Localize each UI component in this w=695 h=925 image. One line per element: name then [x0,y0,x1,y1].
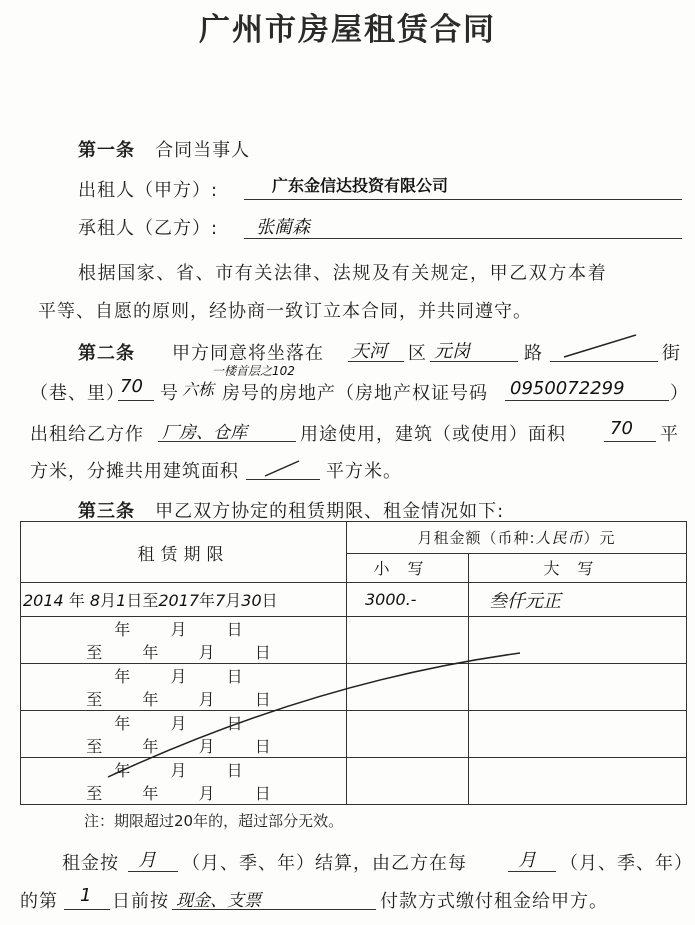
table-row [21,583,687,617]
blank-year-2: 年 [142,643,169,662]
article-3-line [78,497,504,523]
blank-day: 日 [254,643,281,662]
blank-year: 年 [114,761,141,780]
article-2-text-2a: （巷、里） [30,383,125,404]
lessor-label: 出租人（甲方）: [78,180,219,201]
building-value: 六栋 [182,380,215,399]
blank-to: 日至 [86,761,253,803]
tail-text-5: 日前按 [112,891,169,912]
currency-value: 人民币 [535,528,584,547]
blank-to: 日至 [86,620,253,662]
article-1-heading: 第一条 [78,140,135,161]
road-suffix: 路 [524,343,543,364]
label-year: 年 [68,591,85,610]
settle-unit-value: 月 [138,850,156,871]
period-header: 租赁期限 [21,522,347,583]
start-month: 8 [89,591,101,610]
start-year: 2014 [23,591,64,610]
article-2-text-4b: 平方米。 [326,461,402,482]
rent-header [347,522,687,554]
article-2-text-1: 甲方同意将坐落在 [172,343,324,364]
contract-title: 广州市房屋租赁合同 [199,12,496,48]
rent-header-text-a: 月租金额（币种: [417,528,536,547]
label-month: 月 [100,591,117,610]
blank-month: 月 [170,714,197,733]
street-suffix: 街 [662,343,681,364]
small-amount: 3000.- [347,583,469,617]
article-1-para-line2: 平等、自愿的原则，经协商一致订立本合同，并共同遵守。 [38,301,532,322]
tail-text-3: （月、季、年） [560,853,693,874]
blank-month: 月 [170,667,197,686]
void-strike-line [100,645,530,785]
number-underline [118,400,154,401]
road-value: 元岗 [434,341,470,362]
street-slash-mark [560,332,640,360]
label-year-2: 年 [199,591,216,610]
cert-underline [505,400,669,401]
blank-month-2: 月 [198,737,225,756]
blank-year: 年 [114,714,141,733]
shared-area-slash-mark [262,458,302,478]
blank-month-2: 月 [198,690,225,709]
blank-day: 日 [254,690,281,709]
tail-text-2: （月、季、年）结算，由乙方在每 [182,853,467,874]
district-suffix: 区 [408,343,427,364]
article-2-text-3a: 出租给乙方作 [30,424,144,445]
pay-day-underline [64,909,110,910]
end-year: 2017 [158,591,200,610]
blank-month: 月 [170,761,197,780]
area-value: 70 [610,418,633,439]
article-1-para-line1: 根据国家、省、市有关法律、法规及有关规定，甲乙双方本着 [78,263,608,284]
tail-text-6: 付款方式缴付租金给甲方。 [380,891,608,912]
big-header: 大写 [469,553,687,582]
label-month-2: 月 [225,591,242,610]
article-2-text-3c: 平 [660,424,679,445]
end-month: 7 [215,591,226,610]
lessor-underline [244,199,682,200]
small-header: 小写 [347,553,469,582]
pay-period-value: 月 [518,850,536,871]
number-suffix: 号 [160,383,179,404]
label-day: 日 [261,591,278,610]
area-underline [604,441,656,442]
article-1-line [78,136,250,162]
blank-month-2: 月 [198,784,225,803]
note-text: 注：期限超过20年的，超过部分无效。 [84,812,344,830]
article-2-text-4a: 方米，分摊共用建筑面积 [30,461,239,482]
number-value: 70 [120,376,143,397]
article-2-heading [78,339,135,365]
blank-month: 月 [170,620,197,639]
blank-year-2: 年 [142,784,169,803]
blank-year-2: 年 [142,737,169,756]
pay-method-value: 现金、支票 [176,891,261,911]
big-amount: 叁仟元正 [469,583,687,617]
article-2-text-2c: 房号的房地产（房地产权证号码 [222,383,488,404]
article-3-heading: 第三条 [78,501,135,522]
lessor-value: 广东金信达投资有限公司 [272,176,449,195]
article-2-heading-text: 第二条 [78,343,135,364]
shared-area-underline [246,479,320,480]
start-day: 1 [116,591,127,610]
period-cell [21,583,347,617]
end-day: 30 [241,591,262,610]
blank-year: 年 [114,667,141,686]
street-underline [550,361,658,362]
lessee-value: 张蔺森 [256,217,310,238]
blank-to: 日至 [86,714,253,756]
article-2-text-2d: ） [670,383,689,404]
room-note: 一楼首层之102 [212,364,295,378]
pay-day-value: 1 [80,885,92,906]
blank-year-2: 年 [142,690,169,709]
cert-value: 0950072299 [510,378,625,399]
district-value: 天河 [351,341,387,362]
tail-text-4: 的第 [20,891,58,912]
blank-to: 日至 [86,667,253,709]
article-1-text: 合同当事人 [155,140,251,161]
blank-day: 日 [254,784,281,803]
blank-month-2: 月 [198,643,225,662]
blank-year: 年 [114,620,141,639]
lessee-label: 承租人（乙方）: [78,218,219,239]
label-to: 日至 [126,591,159,610]
blank-day: 日 [254,737,281,756]
tail-text-1: 租金按 [62,853,119,874]
article-3-text: 甲乙双方协定的租赁期限、租金情况如下: [155,501,505,522]
rent-header-text-b: ）元 [583,528,616,547]
article-2-text-3b: 用途使用，建筑（或使用）面积 [300,424,566,445]
use-value: 厂房、仓库 [162,423,247,443]
